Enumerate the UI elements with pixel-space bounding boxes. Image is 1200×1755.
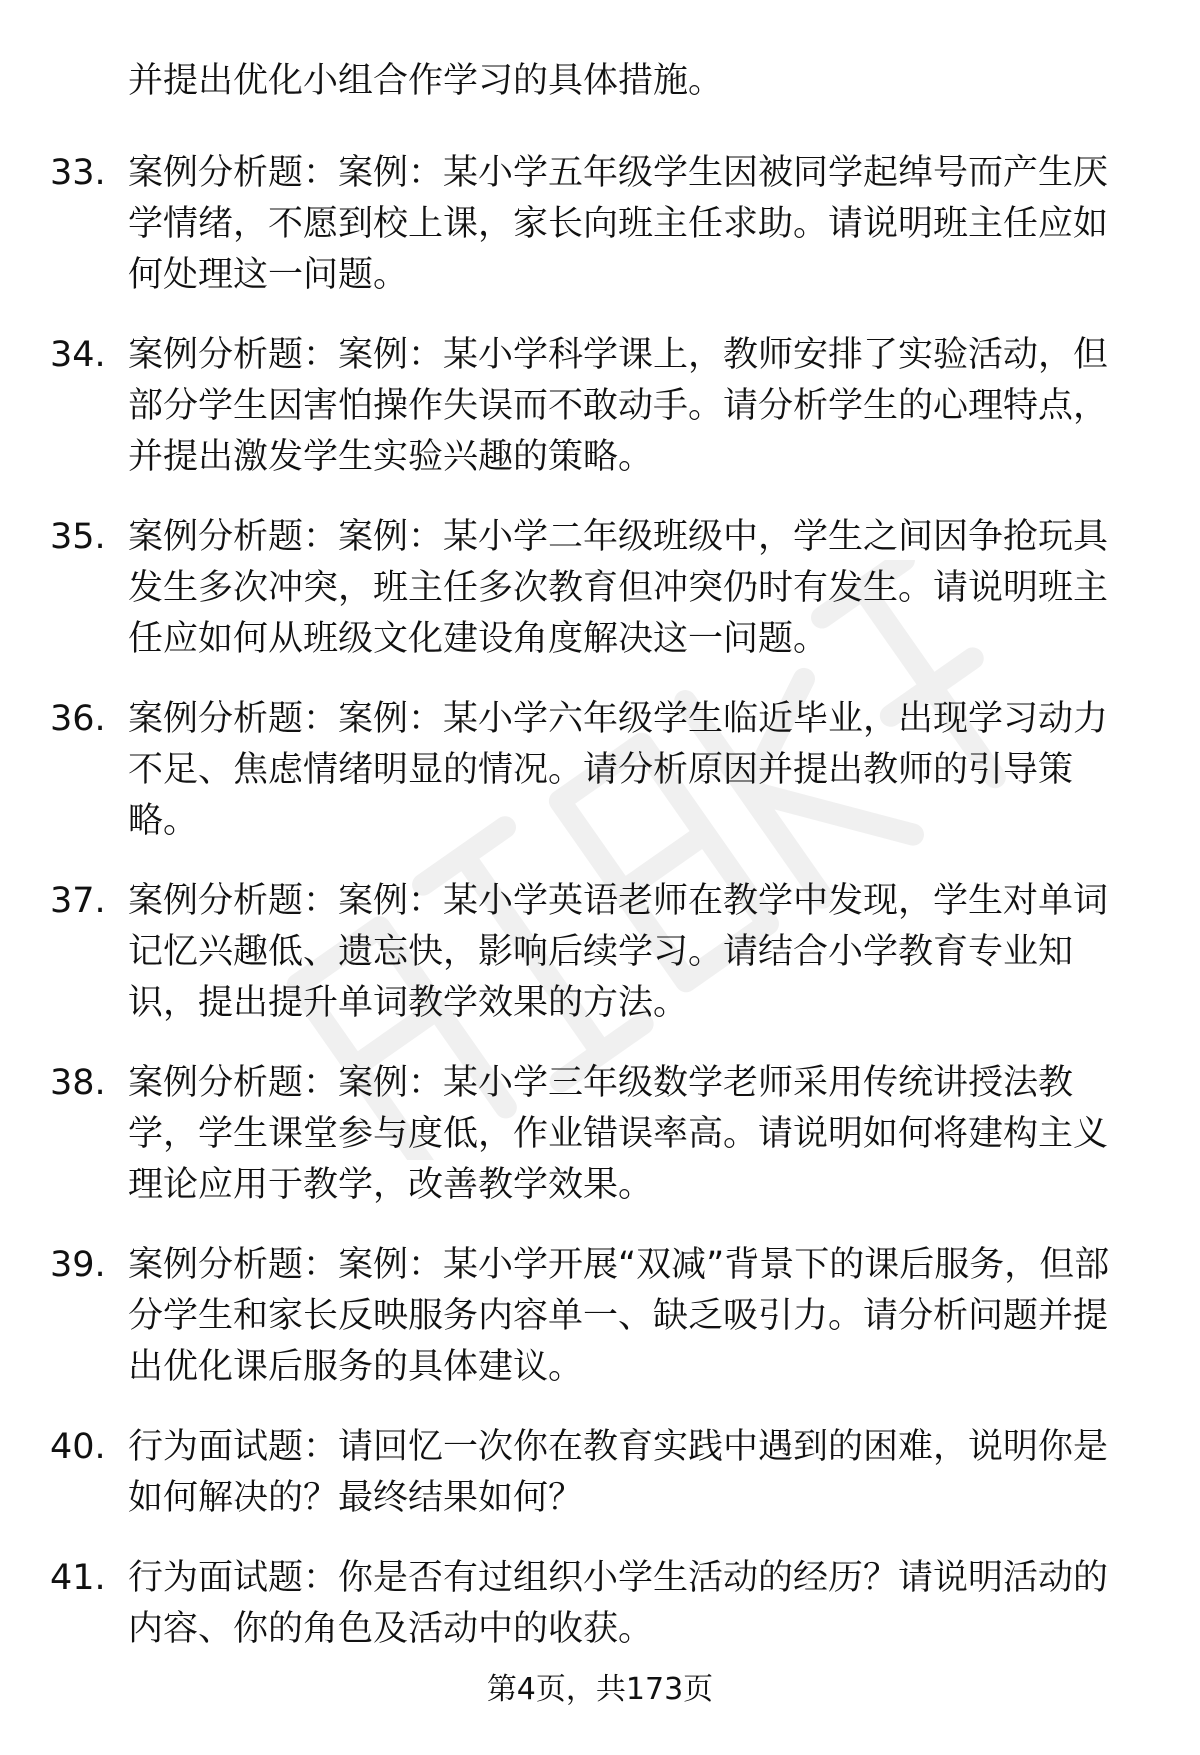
question-text: 案例分析题：案例：某小学二年级班级中，学生之间因争抢玩具发生多次冲突，班主任多次教育但冲突仍时有发生。请说明班主任应如何从班级文化建设角度解决这一问题。 bbox=[128, 517, 1109, 659]
continuation-text: 并提出优化小组合作学习的具体措施。 bbox=[128, 61, 724, 101]
question-list bbox=[50, 148, 1150, 1684]
list-item bbox=[50, 876, 1138, 1029]
list-item bbox=[50, 694, 1138, 847]
list-item bbox=[50, 1422, 1138, 1524]
question-text: 案例分析题：案例：某小学科学课上，教师安排了实验活动，但部分学生因害怕操作失误而不敢动手。请分析学生的心理特点，并提出激发学生实验兴趣的策略。 bbox=[128, 335, 1109, 477]
list-item bbox=[50, 148, 1138, 301]
question-text: 案例分析题：案例：某小学五年级学生因被同学起绰号而产生厌学情绪，不愿到校上课，家长向班主任求助。请说明班主任应如何处理这一问题。 bbox=[128, 153, 1109, 295]
question-number: 41. bbox=[50, 1558, 106, 1598]
question-text: 案例分析题：案例：某小学开展“双减”背景下的课后服务，但部分学生和家长反映服务内容单一、缺乏吸引力。请分析问题并提出优化课后服务的具体建议。 bbox=[128, 1245, 1110, 1387]
question-number: 36. bbox=[50, 699, 106, 739]
question-text: 行为面试题：请回忆一次你在教育实践中遇到的困难，说明你是如何解决的？最终结果如何？ bbox=[128, 1427, 1109, 1518]
question-text: 案例分析题：案例：某小学六年级学生临近毕业，出现学习动力不足、焦虑情绪明显的情况。请分析原因并提出教师的引导策略。 bbox=[128, 699, 1109, 841]
question-number: 38. bbox=[50, 1063, 106, 1103]
list-item bbox=[50, 1058, 1138, 1211]
list-item bbox=[50, 1553, 1138, 1655]
page-footer: 第4页，共173页 bbox=[486, 1672, 714, 1707]
question-number: 34. bbox=[50, 335, 106, 375]
question-number: 37. bbox=[50, 881, 106, 921]
question-number: 39. bbox=[50, 1245, 106, 1285]
list-item bbox=[50, 512, 1138, 665]
list-item bbox=[50, 1240, 1138, 1393]
list-item bbox=[50, 330, 1138, 483]
question-text: 行为面试题：你是否有过组织小学生活动的经历？请说明活动的内容、你的角色及活动中的收获。 bbox=[128, 1558, 1109, 1649]
question-text: 案例分析题：案例：某小学三年级数学老师采用传统讲授法教学，学生课堂参与度低，作业错误率高。请说明如何将建构主义理论应用于教学，改善教学效果。 bbox=[128, 1063, 1109, 1205]
question-number: 35. bbox=[50, 517, 106, 557]
question-number: 40. bbox=[50, 1427, 106, 1467]
question-text: 案例分析题：案例：某小学英语老师在教学中发现，学生对单词记忆兴趣低、遗忘快，影响后续学习。请结合小学教育专业知识，提出提升单词教学效果的方法。 bbox=[128, 881, 1109, 1023]
question-number: 33. bbox=[50, 153, 106, 193]
